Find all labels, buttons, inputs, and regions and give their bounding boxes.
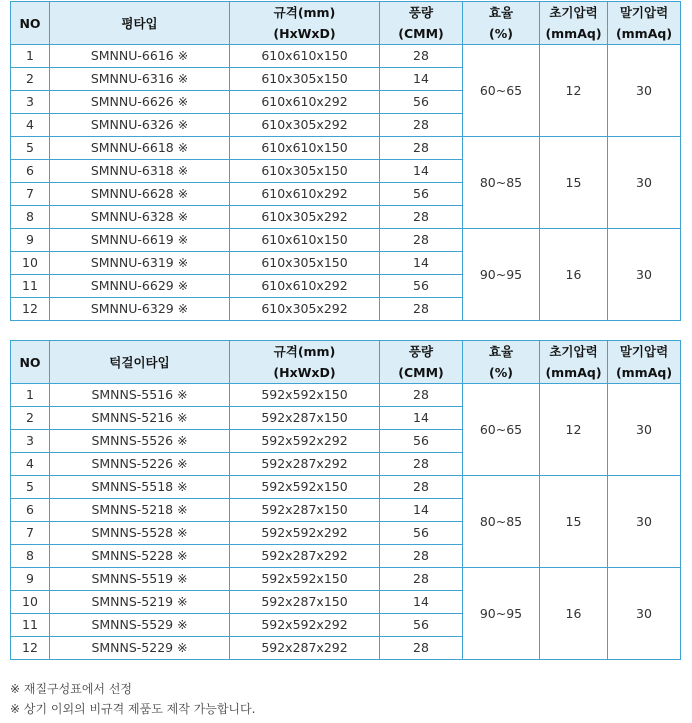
- header-final-pressure-line: 말기압력: [619, 344, 669, 359]
- airflow: 28: [380, 229, 463, 252]
- row-number: 6: [11, 499, 50, 522]
- table-row: [11, 45, 681, 68]
- header-size: [230, 2, 380, 45]
- footnote: ※ 상기 이외의 비규격 제품도 제작 가능합니다.: [10, 702, 256, 716]
- model-code: SMNNU-6628 ※: [50, 183, 230, 206]
- airflow: 28: [380, 114, 463, 137]
- row-number: 7: [11, 183, 50, 206]
- dimensions: 610x305x292: [230, 114, 380, 137]
- initial-pressure: 12: [540, 384, 608, 476]
- initial-pressure: 12: [540, 45, 608, 137]
- model-code: SMNNU-6316 ※: [50, 68, 230, 91]
- model-code: SMNNU-6326 ※: [50, 114, 230, 137]
- airflow: 28: [380, 45, 463, 68]
- dimensions: 592x592x292: [230, 522, 380, 545]
- row-number: 4: [11, 453, 50, 476]
- dimensions: 592x287x292: [230, 453, 380, 476]
- dimensions: 592x287x292: [230, 637, 380, 660]
- header-initial-pressure-line: (mmAq): [545, 365, 602, 380]
- initial-pressure: 15: [540, 137, 608, 229]
- header-size-line: (HxWxD): [273, 365, 336, 380]
- row-number: 5: [11, 137, 50, 160]
- efficiency: 90~95: [463, 229, 540, 321]
- header-airflow-line: (CMM): [398, 26, 444, 41]
- dimensions: 610x610x150: [230, 229, 380, 252]
- header-initial-pressure: [540, 2, 608, 45]
- model-code: SMNNS-5218 ※: [50, 499, 230, 522]
- airflow: 14: [380, 68, 463, 91]
- dimensions: 610x610x292: [230, 91, 380, 114]
- model-code: SMNNS-5216 ※: [50, 407, 230, 430]
- airflow: 28: [380, 206, 463, 229]
- model-code: SMNNS-5228 ※: [50, 545, 230, 568]
- model-code: SMNNU-6328 ※: [50, 206, 230, 229]
- model-code: SMNNS-5219 ※: [50, 591, 230, 614]
- header-final-pressure: [608, 2, 681, 45]
- footnotes: [10, 679, 255, 719]
- header-efficiency-line: 효율: [488, 5, 514, 20]
- header-final-pressure: [608, 341, 681, 384]
- efficiency: 60~65: [463, 45, 540, 137]
- airflow: 56: [380, 522, 463, 545]
- initial-pressure: 16: [540, 568, 608, 660]
- header-efficiency: [463, 2, 540, 45]
- header-efficiency-line: 효율: [488, 344, 514, 359]
- table-row: [11, 476, 681, 499]
- model-code: SMNNS-5229 ※: [50, 637, 230, 660]
- row-number: 2: [11, 68, 50, 91]
- dimensions: 610x610x150: [230, 45, 380, 68]
- header-initial-pressure-line: 초기압력: [549, 344, 598, 359]
- header-model-type: 턱걸이타입: [50, 341, 230, 384]
- model-code: SMNNS-5526 ※: [50, 430, 230, 453]
- dimensions: 592x592x150: [230, 476, 380, 499]
- header-final-pressure-line: 말기압력: [619, 5, 669, 20]
- final-pressure: 30: [608, 45, 681, 137]
- row-number: 6: [11, 160, 50, 183]
- model-code: SMNNU-6319 ※: [50, 252, 230, 275]
- header-no: NO: [11, 341, 50, 384]
- header-airflow-line: 풍량: [408, 5, 434, 20]
- efficiency: 80~85: [463, 476, 540, 568]
- airflow: 28: [380, 568, 463, 591]
- header-airflow: [380, 2, 463, 45]
- final-pressure: 30: [608, 568, 681, 660]
- row-number: 11: [11, 275, 50, 298]
- model-code: SMNNS-5226 ※: [50, 453, 230, 476]
- model-code: SMNNS-5518 ※: [50, 476, 230, 499]
- header-efficiency-line: (%): [489, 26, 513, 41]
- model-code: SMNNS-5529 ※: [50, 614, 230, 637]
- row-number: 5: [11, 476, 50, 499]
- airflow: 56: [380, 91, 463, 114]
- header-no: NO: [11, 2, 50, 45]
- header-airflow: [380, 341, 463, 384]
- airflow: 14: [380, 407, 463, 430]
- dimensions: 592x592x292: [230, 430, 380, 453]
- airflow: 28: [380, 476, 463, 499]
- row-number: 3: [11, 91, 50, 114]
- airflow: 28: [380, 384, 463, 407]
- row-number: 2: [11, 407, 50, 430]
- row-number: 3: [11, 430, 50, 453]
- header-efficiency: [463, 341, 540, 384]
- flat-type-spec-table: [10, 1, 681, 321]
- row-number: 8: [11, 206, 50, 229]
- dimensions: 592x287x150: [230, 407, 380, 430]
- dimensions: 592x592x292: [230, 614, 380, 637]
- row-number: 9: [11, 568, 50, 591]
- dimensions: 610x610x292: [230, 183, 380, 206]
- header-initial-pressure-line: (mmAq): [545, 26, 602, 41]
- row-number: 10: [11, 591, 50, 614]
- model-code: SMNNU-6618 ※: [50, 137, 230, 160]
- table-row: [11, 384, 681, 407]
- dimensions: 610x610x292: [230, 275, 380, 298]
- dimensions: 610x305x292: [230, 298, 380, 321]
- row-number: 12: [11, 637, 50, 660]
- row-number: 1: [11, 45, 50, 68]
- airflow: 56: [380, 275, 463, 298]
- model-code: SMNNS-5528 ※: [50, 522, 230, 545]
- dimensions: 592x287x150: [230, 591, 380, 614]
- header-efficiency-line: (%): [489, 365, 513, 380]
- airflow: 28: [380, 137, 463, 160]
- airflow: 14: [380, 499, 463, 522]
- efficiency: 80~85: [463, 137, 540, 229]
- dimensions: 610x305x150: [230, 68, 380, 91]
- header-size: [230, 341, 380, 384]
- model-code: SMNNU-6616 ※: [50, 45, 230, 68]
- airflow: 56: [380, 183, 463, 206]
- model-code: SMNNU-6629 ※: [50, 275, 230, 298]
- dimensions: 610x610x150: [230, 137, 380, 160]
- model-code: SMNNU-6318 ※: [50, 160, 230, 183]
- initial-pressure: 15: [540, 476, 608, 568]
- row-number: 8: [11, 545, 50, 568]
- row-number: 12: [11, 298, 50, 321]
- header-airflow-line: 풍량: [408, 344, 434, 359]
- table-row: [11, 137, 681, 160]
- model-code: SMNNU-6619 ※: [50, 229, 230, 252]
- row-number: 10: [11, 252, 50, 275]
- header-initial-pressure-line: 초기압력: [549, 5, 598, 20]
- airflow: 56: [380, 430, 463, 453]
- header-size-line: 규격(mm): [273, 344, 336, 359]
- dimensions: 592x592x150: [230, 568, 380, 591]
- footnote: ※ 재질구성표에서 선정: [10, 682, 133, 696]
- dimensions: 592x287x150: [230, 499, 380, 522]
- final-pressure: 30: [608, 384, 681, 476]
- airflow: 14: [380, 160, 463, 183]
- row-number: 7: [11, 522, 50, 545]
- final-pressure: 30: [608, 229, 681, 321]
- dimensions: 592x287x292: [230, 545, 380, 568]
- dimensions: 610x305x150: [230, 160, 380, 183]
- table-row: [11, 229, 681, 252]
- row-number: 11: [11, 614, 50, 637]
- dimensions: 592x592x150: [230, 384, 380, 407]
- header-model-type: 평타입: [50, 2, 230, 45]
- airflow: 14: [380, 591, 463, 614]
- model-code: SMNNU-6329 ※: [50, 298, 230, 321]
- model-code: SMNNU-6626 ※: [50, 91, 230, 114]
- header-initial-pressure: [540, 341, 608, 384]
- airflow: 28: [380, 453, 463, 476]
- final-pressure: 30: [608, 137, 681, 229]
- airflow: 56: [380, 614, 463, 637]
- dimensions: 610x305x150: [230, 252, 380, 275]
- efficiency: 60~65: [463, 384, 540, 476]
- header-final-pressure-line: (mmAq): [615, 365, 673, 380]
- row-number: 1: [11, 384, 50, 407]
- row-number: 9: [11, 229, 50, 252]
- header-size-line: 규격(mm): [273, 5, 336, 20]
- dimensions: 610x305x292: [230, 206, 380, 229]
- initial-pressure: 16: [540, 229, 608, 321]
- airflow: 28: [380, 545, 463, 568]
- airflow: 28: [380, 298, 463, 321]
- header-size-line: (HxWxD): [273, 26, 336, 41]
- lip-type-spec-table: [10, 340, 681, 660]
- table-row: [11, 568, 681, 591]
- header-airflow-line: (CMM): [398, 365, 444, 380]
- row-number: 4: [11, 114, 50, 137]
- airflow: 14: [380, 252, 463, 275]
- header-final-pressure-line: (mmAq): [615, 26, 673, 41]
- efficiency: 90~95: [463, 568, 540, 660]
- airflow: 28: [380, 637, 463, 660]
- model-code: SMNNS-5519 ※: [50, 568, 230, 591]
- final-pressure: 30: [608, 476, 681, 568]
- model-code: SMNNS-5516 ※: [50, 384, 230, 407]
